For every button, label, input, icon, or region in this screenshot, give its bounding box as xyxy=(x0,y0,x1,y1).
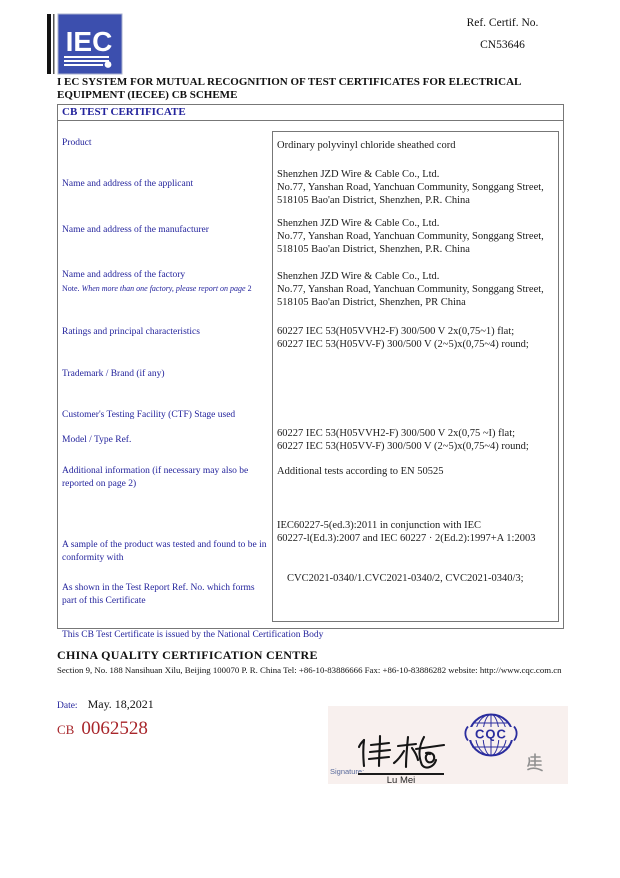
scheme-title: I EC SYSTEM FOR MUTUAL RECOGNITION OF TEST CERTIFICATES FOR ELECTRICAL EQUIPMENT (IECEE) CB SCHEME xyxy=(57,76,521,102)
value-ratings xyxy=(277,325,529,351)
value-line: IEC60227-5(ed.3):2011 in conjunction with IEC xyxy=(277,520,482,531)
value-line: 518105 Bao'an District, Shenzhen, P.R. China xyxy=(277,244,470,255)
cqc-logo xyxy=(462,710,520,760)
value-conformity xyxy=(277,519,535,545)
value-model xyxy=(277,427,529,453)
field-label-model: Model / Type Ref. xyxy=(62,435,132,445)
cb-number-row xyxy=(57,718,148,740)
field-label-factory: Name and address of the factory xyxy=(62,270,186,280)
value-line: 518105 Bao'an District, Shenzhen, PR China xyxy=(277,297,466,308)
signature-block xyxy=(328,706,568,784)
value-line: Shenzhen JZD Wire & Cable Co., Ltd. xyxy=(277,271,440,282)
value-line: 518105 Bao'an District, Shenzhen, P.R. China xyxy=(277,195,470,206)
ncb-address: Section 9, No. 188 Nansihuan Xilu, Beijing 100070 P. R. China Tel: +86-10-83886666 Fax: +86-10-83886282 website: http://www.cqc.com.cn xyxy=(57,665,562,675)
certificate-table xyxy=(57,104,564,629)
field-label-additional: Additional information (if necessary may also be reported on page 2) xyxy=(62,466,249,489)
factory-note-prefix: Note. xyxy=(62,284,80,293)
iec-logo-graphic xyxy=(47,13,125,76)
signature-label: Signature: xyxy=(330,767,365,776)
field-label-product: Product xyxy=(62,138,92,148)
iec-logo-text: IEC xyxy=(65,26,113,57)
value-line: No.77, Yanshan Road, Yanchuan Community, Songgang Street, xyxy=(277,231,544,242)
handwritten-signature xyxy=(356,734,448,772)
value-manufacturer xyxy=(277,217,544,256)
date-row xyxy=(57,695,154,713)
certificate-title: CB TEST CERTIFICATE xyxy=(58,105,563,121)
stamp-character xyxy=(526,752,543,772)
cb-number: 0062528 xyxy=(81,718,148,739)
issued-note: This CB Test Certificate is issued by the National Certification Body xyxy=(62,630,324,640)
values-panel xyxy=(272,131,559,622)
value-applicant xyxy=(277,168,544,207)
value-line: 60227 IEC 53(H05VV-F) 300/500 V (2~5)x(0,75~4) round; xyxy=(277,339,529,350)
field-label-ctf: Customer's Testing Facility (CTF) Stage used xyxy=(62,410,236,420)
field-label-trademark: Trademark / Brand (if any) xyxy=(62,369,165,379)
value-line: Shenzhen JZD Wire & Cable Co., Ltd. xyxy=(277,169,440,180)
signatory-name: Lu Mei xyxy=(386,775,416,786)
value-product: Ordinary polyvinyl chloride sheathed cord xyxy=(277,140,456,151)
field-label-manufacturer: Name and address of the manufacturer xyxy=(62,225,209,235)
value-line: 60227 IEC 53(H05VVH2-F) 300/500 V 2x(0,75~1) flat; xyxy=(277,326,515,337)
factory-note-italic: When more than one factory, please report on page xyxy=(81,284,246,293)
date-value: May. 18,2021 xyxy=(87,697,154,711)
field-label-applicant: Name and address of the applicant xyxy=(62,179,194,189)
ref-certif-label: Ref. Certif. No. xyxy=(466,17,539,29)
value-line: No.77, Yanshan Road, Yanchuan Community, Songgang Street, xyxy=(277,284,544,295)
value-line: No.77, Yanshan Road, Yanchuan Community, Songgang Street, xyxy=(277,182,544,193)
value-line: 60227 IEC 53(H05VV-F) 300/500 V (2~5)x(0,75~4) round; xyxy=(277,441,529,452)
ref-certif-block xyxy=(415,17,590,51)
cqc-logo-text: CQC xyxy=(475,726,507,742)
date-label: Date: xyxy=(57,701,78,711)
value-line: 60227 IEC 53(H05VVH2-F) 300/500 V 2x(0,75 ~I) flat; xyxy=(277,428,516,439)
ref-certif-number: CN53646 xyxy=(480,39,525,51)
cb-prefix: CB xyxy=(57,722,75,737)
factory-note-suffix: 2 xyxy=(247,284,252,293)
factory-note xyxy=(62,284,297,293)
field-label-ratings: Ratings and principal characteristics xyxy=(62,327,200,337)
value-test-report: CVC2021-0340/1.CVC2021-0340/2, CVC2021-0340/3; xyxy=(287,573,524,584)
iec-logo xyxy=(47,13,125,76)
value-factory xyxy=(277,270,544,309)
value-line: Shenzhen JZD Wire & Cable Co., Ltd. xyxy=(277,218,440,229)
field-label-conformity: A sample of the product was tested and found to be in conformity with xyxy=(62,540,267,563)
ncb-name: CHINA QUALITY CERTIFICATION CENTRE xyxy=(57,648,318,662)
value-line: 60227-l(Ed.3):2007 and IEC 60227 · 2(Ed.2):1997+A 1:2003 xyxy=(277,533,536,544)
value-additional: Additional tests according to EN 50525 xyxy=(277,466,444,477)
field-label-test-report: As shown in the Test Report Ref. No. which forms part of this Certificate xyxy=(62,583,255,606)
